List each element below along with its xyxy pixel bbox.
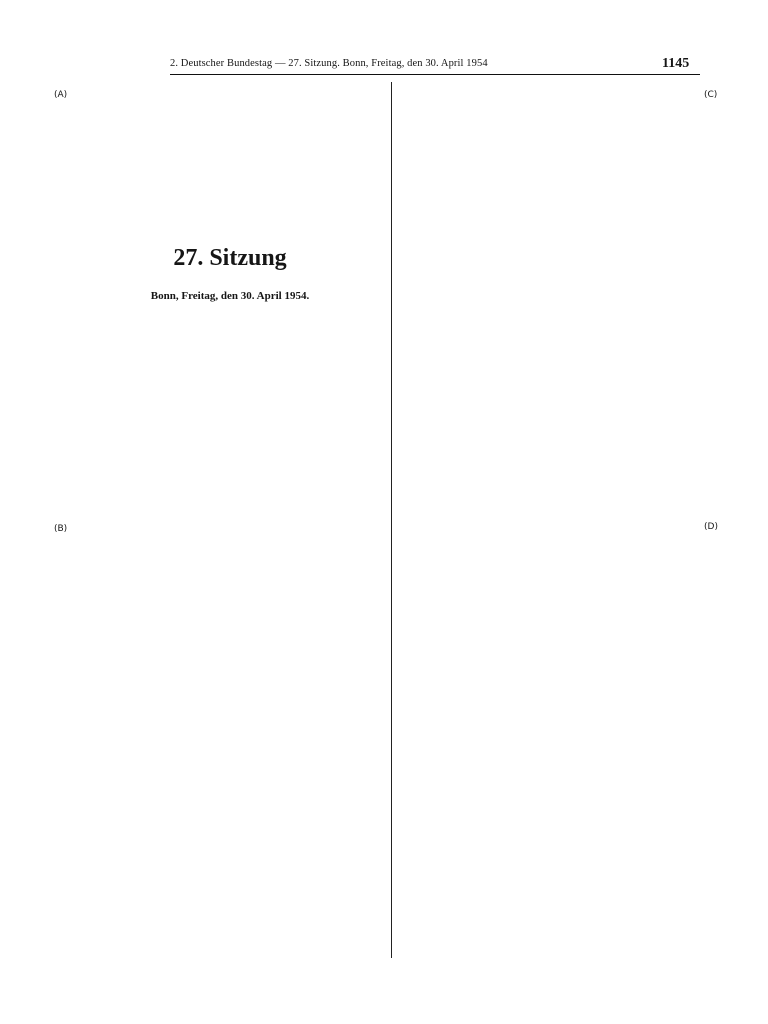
margin-marker-b: (B) [54,524,68,534]
margin-marker-a: (A) [54,90,68,100]
running-header: 2. Deutscher Bundestag — 27. Sitzung. Bonn, Freitag, den 30. April 1954 [170,58,488,69]
column-divider [391,82,392,958]
margin-marker-d: (D) [704,522,718,532]
page-number: 1145 [662,56,690,71]
left-column [80,331,378,336]
session-date: Bonn, Freitag, den 30. April 1954. [150,290,310,302]
header-rule [170,74,700,75]
session-title: 27. Sitzung [173,245,287,271]
margin-marker-c: (C) [704,90,718,100]
